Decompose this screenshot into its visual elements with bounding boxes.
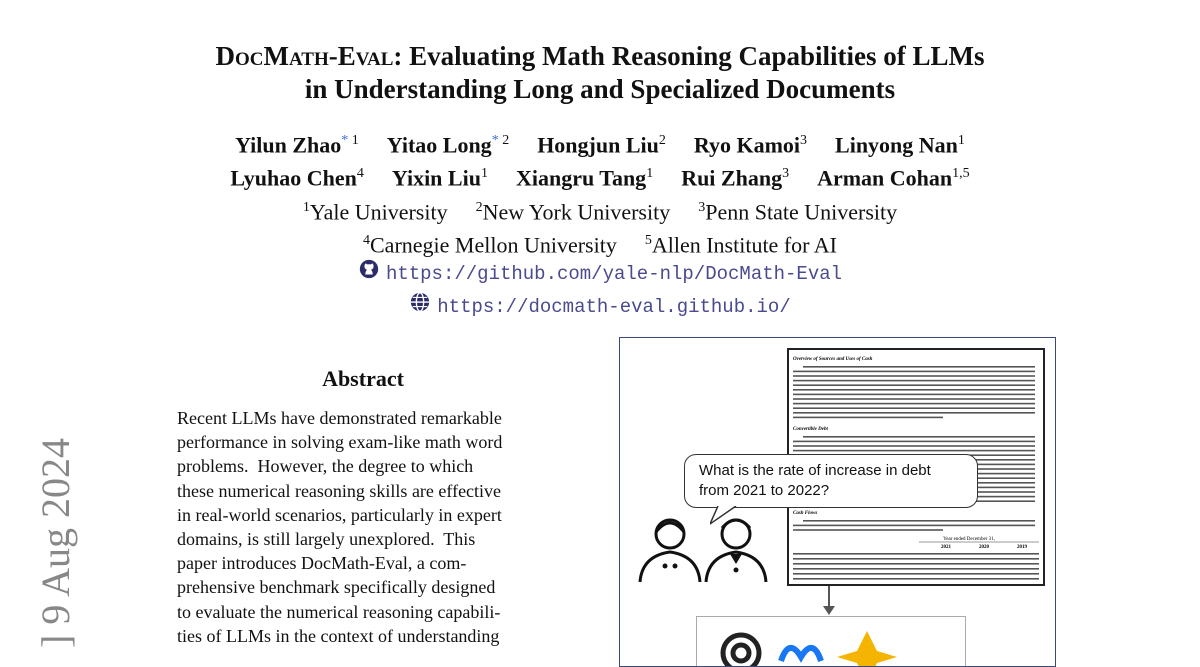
author-affiliation-mark (659, 133, 666, 148)
doc-text-line (793, 450, 1035, 452)
author-name (230, 159, 364, 192)
affiliation-row-1 (0, 193, 1200, 226)
doc-table-row (793, 568, 1039, 570)
affiliation-number: 2 (658, 133, 666, 148)
author-affiliation-mark (800, 133, 807, 148)
affiliation-number: 3 (698, 200, 706, 215)
meta-logo-icon (781, 648, 821, 661)
doc-subheading-1: Convertible Debt (793, 427, 828, 432)
author-name-text: Yitao Long (386, 132, 492, 158)
author-affiliation-mark (357, 166, 364, 181)
doc-text-line (793, 525, 1035, 527)
abstract-line: in real-world scenarios, particularly in expert (177, 504, 502, 525)
affiliation-number: 2 (475, 200, 483, 215)
abstract-line: prehensive benchmark specifically designed (177, 577, 496, 598)
doc-text-line (793, 398, 1035, 400)
doc-table-row (793, 578, 1039, 580)
abstract-line: performance in solving exam-like math word (177, 432, 503, 453)
doc-text-line (793, 394, 1035, 396)
doc-text-line (793, 375, 1035, 377)
doc-table-row (793, 558, 1039, 560)
author-name-text: Ryo Kamoi (693, 132, 801, 158)
author-affiliation-mark (646, 166, 653, 181)
affiliation-row-2 (0, 226, 1200, 259)
author-affiliation-mark (492, 133, 510, 148)
title-line1: : Evaluating Math Reasoning Capabilities of LLMs (393, 41, 985, 71)
author-name (835, 126, 965, 159)
people-icon (632, 506, 782, 584)
abstract-line: domains, is still largely unexplored. This (177, 529, 476, 550)
doc-text-line (793, 407, 1035, 409)
table-header: Year ended December 31, (943, 537, 995, 542)
affiliation-list (0, 193, 1200, 260)
arxiv-date: ] 9 Aug 2024 (33, 438, 78, 648)
author-name (817, 159, 970, 192)
affiliation-name: New York University (482, 199, 671, 225)
doc-text-line (793, 389, 1035, 391)
abstract-line: paper introduces DocMath-Eval, a com- (177, 553, 467, 574)
github-icon (358, 258, 380, 291)
arxiv-stamp (22, 420, 82, 648)
affiliation-number: 3 (782, 166, 790, 182)
affiliation-name: Carnegie Mellon University (370, 232, 617, 258)
author-name (235, 126, 359, 159)
doc-table-row (793, 573, 1039, 575)
affiliation-number: 1 (957, 133, 965, 148)
affiliation-name: Yale University (309, 199, 448, 225)
doc-subheading-2: Cash Flows (793, 511, 818, 516)
author-name (516, 159, 653, 192)
question-bubble: What is the rate of increase in debt from 2021 to 2022? (684, 454, 978, 508)
doc-text-line (793, 371, 1035, 373)
github-link-row[interactable] (0, 258, 1200, 291)
author-name (694, 126, 807, 159)
abstract-line: Recent LLMs have demonstrated remarkable (177, 408, 502, 428)
doc-table-row (793, 563, 1039, 565)
affiliation-number: 4 (363, 233, 370, 249)
author-name-text: Yilun Zhao (235, 132, 342, 158)
bubble-tail (710, 506, 750, 526)
affiliation-number: 3 (800, 133, 808, 148)
author-name (681, 159, 789, 192)
abstract-heading: Abstract (322, 366, 404, 391)
affiliation-name: Penn State University (705, 199, 898, 225)
title-line2: in Understanding Long and Specialized Documents (304, 74, 896, 104)
gemini-star-icon (837, 631, 897, 667)
author-affiliation-mark (952, 166, 970, 181)
affiliation-number: 1 (646, 166, 654, 182)
author-row-1 (0, 126, 1200, 159)
doc-table-row (793, 553, 1039, 555)
abstract-line: problems. However, the degree to which (177, 456, 474, 477)
author-name (537, 126, 666, 159)
website-link[interactable]: https://docmath-eval.github.io/ (437, 296, 791, 318)
doc-text-line (793, 529, 943, 531)
author-name-text: Lyuhao Chen (230, 165, 357, 191)
table-year-3: 2019 (1017, 545, 1027, 550)
affiliation (363, 226, 617, 259)
model-logos-box (696, 616, 966, 667)
affiliation-number: 5 (644, 233, 652, 249)
doc-text-line (803, 436, 1035, 438)
github-link[interactable]: https://github.com/yale-nlp/DocMath-Eval (385, 263, 843, 285)
doc-text-line (793, 445, 1035, 447)
affiliation-name: Allen Institute for AI (651, 232, 837, 258)
overview-figure (619, 337, 1056, 667)
doc-text-line (793, 380, 1035, 382)
doc-heading: Overview of Sources and Uses of Cash (793, 357, 873, 362)
author-name-text: Xiangru Tang (515, 165, 647, 191)
links-block (0, 258, 1200, 324)
author-name-text: Hongjun Liu (537, 132, 659, 158)
affiliation-number: 1,5 (952, 166, 970, 182)
globe-icon (409, 291, 431, 324)
abstract-line: to evaluate the numerical reasoning capabili- (177, 601, 501, 622)
doc-text-line (803, 366, 1035, 368)
author-name-text: Rui Zhang (681, 165, 783, 191)
abstract-body (177, 406, 550, 648)
doc-text-line (793, 417, 943, 419)
abstract-line: these numerical reasoning skills are effective (177, 480, 502, 501)
author-affiliation-mark (782, 166, 789, 181)
affiliation (698, 193, 897, 226)
affiliation-number: 1 (351, 133, 359, 148)
paper-title (0, 40, 1200, 106)
author-name (387, 126, 509, 159)
affiliation-number: 2 (502, 133, 510, 148)
affiliation-number: 4 (356, 166, 364, 182)
affiliation (645, 226, 837, 259)
affiliation-number: 1 (480, 166, 488, 182)
author-affiliation-mark (481, 166, 488, 181)
table-year-2: 2020 (979, 545, 989, 550)
doc-text-line (793, 403, 1035, 405)
doc-text-line (793, 384, 1035, 386)
doc-text-line (793, 412, 1035, 414)
affiliation (476, 193, 671, 226)
equal-contribution-mark: * (341, 133, 349, 148)
website-link-row[interactable] (0, 291, 1200, 324)
author-list (0, 126, 1200, 193)
author-affiliation-mark (958, 133, 965, 148)
author-name-text: Linyong Nan (835, 132, 958, 158)
affiliation (303, 193, 448, 226)
author-row-2 (0, 159, 1200, 192)
author-name-text: Arman Cohan (817, 165, 953, 191)
table-year-1: 2021 (941, 545, 951, 550)
affiliation-number: 1 (302, 200, 310, 215)
title-benchmark-name: DocMath-Eval (215, 41, 394, 71)
author-affiliation-mark (341, 133, 359, 148)
author-name-text: Yixin Liu (391, 165, 481, 191)
author-name (392, 159, 488, 192)
doc-text-line (793, 441, 1035, 443)
arrow-head-icon (823, 606, 835, 616)
abstract-line: ties of LLMs in the context of understanding (177, 625, 500, 646)
equal-contribution-mark: * (491, 133, 499, 148)
openai-logo-icon (723, 635, 759, 667)
doc-text-line (803, 520, 1035, 522)
